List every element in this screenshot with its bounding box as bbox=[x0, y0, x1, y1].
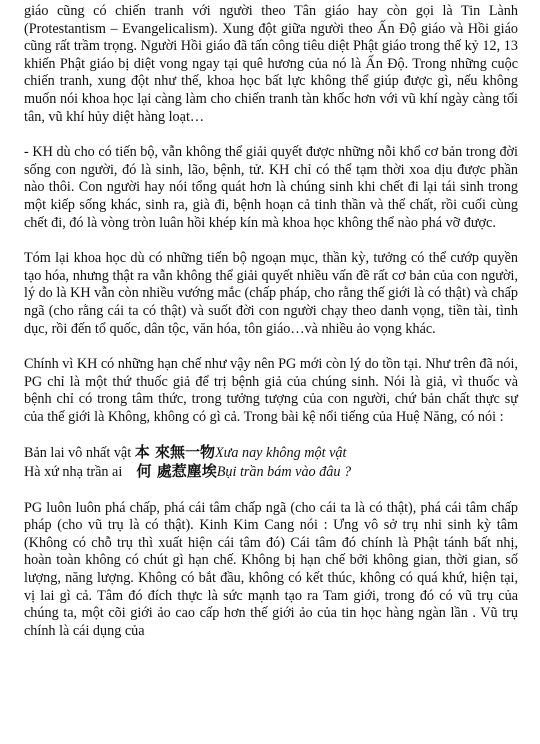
poem-line-1 bbox=[24, 444, 518, 463]
poem-line-2-chinese: 何 處惹塵埃 bbox=[136, 462, 217, 481]
poem-line-1-chinese: 本 來無一物 bbox=[134, 443, 215, 462]
poem-line-2-vietnamese: Hà xứ nhạ trần ai bbox=[24, 464, 137, 481]
paragraph-1: giáo cũng có chiến tranh với người theo Tân giáo hay còn gọi là Tin Lành (Protestantism – Evangelicalism). Xung đột giữa người theo Ấn Độ giáo và Hồi giáo cũng rất trầm trọng. Người Hồi giáo đã tấn công tiêu diệt Phật giáo trong thế kỷ 12, 13 khiến Phật giáo bị diệt vong ngay tại quê hương của nó là Ấn Độ. Trong những cuộc chiến tranh, xung đột như thế, khoa học bất lực không thể giúp được gì, nếu không muốn nói khoa học lại càng làm cho chiến tranh tàn khốc hơn với vũ khí ngày càng tối tân, vũ khí hủy diệt hàng loạt… bbox=[24, 3, 518, 125]
poem-line-1-translation: Xưa nay không một vật bbox=[214, 445, 347, 462]
paragraph-2: - KH dù cho có tiến bộ, vẫn không thể giải quyết được những nỗi khổ cơ bản trong đời sống con người, đó là sinh, lão, bệnh, tử. KH chỉ có thể tạm thời xoa dịu được phần nào thôi. Con người hay nói tổng quát hơn là chúng sinh khi chết đi lại tái sinh trong một kiếp sống khác, sinh ra, già đi, bệnh hoạn cả tinh thần và thể chất, rồi cuối cùng chết đi, đó là vòng tròn luân hồi khép kín mà khoa học không thể nào phá vỡ được. bbox=[24, 144, 518, 231]
paragraph-5: PG luôn luôn phá chấp, phá cái tâm chấp ngã (cho cái ta là có thật), phá cái tâm chấp pháp (cho vũ trụ là có thật). Kinh Kim Cang nói : Ưng vô sở trụ nhi sinh kỳ tâm (Không có chỗ trụ thì xuất hiện cái tâm đó) Cái tâm đó chính là Phật tánh bất nhị, hoàn toàn không có chút gì hạn chế. Không bị hạn chế bởi không gian, thời gian, số lượng, năng lượng. Không có bắt đầu, không có kết thúc, không có quá khứ, hiện tại, vị lai gì cả. Tâm đó đích thực là sức mạnh tạo ra Tam giới, trong đó có vũ trụ của chúng ta, một cõi giới ảo cao cấp hơn thế giới ảo của tin học hàng ngàn lần . Vũ trụ chính là cái dụng của bbox=[24, 499, 518, 639]
poem-line-2 bbox=[24, 463, 518, 482]
poem-line-1-vietnamese: Bản lai vô nhất vật bbox=[24, 445, 135, 462]
poem-line-2-translation: Bụi trần bám vào đâu ? bbox=[216, 464, 352, 481]
paragraph-4: Chính vì KH có những hạn chế như vậy nên PG mới còn lý do tồn tại. Như trên đã nói, PG chỉ là một thứ thuốc giả để trị bệnh giả của chúng sinh. Nói là giả, vì thuốc và bệnh chỉ có trong tâm thức, trong tưởng tượng của con người, chứ bản chất thực sự của thế giới là Không, không có gì cả. Trong bài kệ nổi tiếng của Huệ Năng, có nói : bbox=[24, 356, 518, 425]
poem-verse bbox=[24, 444, 518, 481]
paragraph-3: Tóm lại khoa học dù có những tiến bộ ngoạn mục, thần kỳ, tưởng có thể cướp quyền tạo hóa, nhưng thật ra vẫn không thể giải quyết nhiều vấn đề rất cơ bản của con người, lý do là KH vẫn còn nhiều vướng mắc (chấp pháp, cho rằng thế giới là có thật) và chấp ngã (cho rằng cái ta có thật) và suốt đời con người chạy theo danh vọng, tiền tài, tình dục, rồi đến tổ quốc, dân tộc, văn hóa, tôn giáo…và nhiều ảo vọng khác. bbox=[24, 250, 518, 337]
